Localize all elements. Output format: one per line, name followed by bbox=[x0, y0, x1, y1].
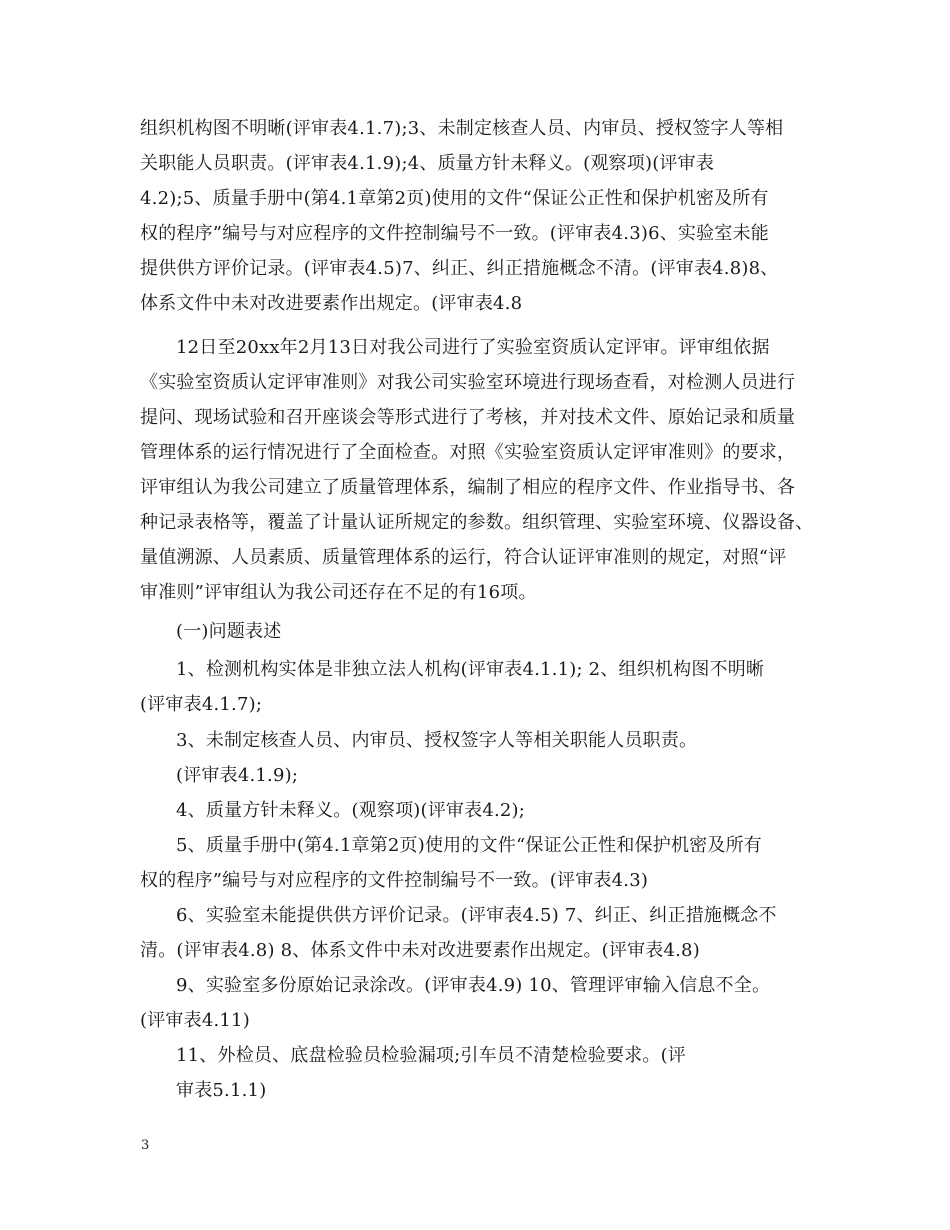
page-number: 3 bbox=[141, 1138, 150, 1153]
list-item: 清。(评审表4.8) 8、体系文件中未对改进要素作出规定。(评审表4.8) bbox=[140, 940, 700, 961]
text-line: 关职能人员职责。(评审表4.1.9);4、质量方针未释义。(观察项)(评审表 bbox=[140, 153, 715, 174]
list-item: 11、外检员、底盘检验员检验漏项;引车员不清楚检验要求。(评 bbox=[176, 1045, 686, 1066]
list-item: (评审表4.1.7); bbox=[140, 694, 263, 715]
list-item: 5、质量手册中(第4.1章第2页)使用的文件“保证公正性和保护机密及所有 bbox=[176, 835, 762, 856]
text-line: 权的程序”编号与对应程序的文件控制编号不一致。(评审表4.3)6、实验室未能 bbox=[140, 223, 769, 244]
text-line: 评审组认为我公司建立了质量管理体系，编制了相应的程序文件、作业指导书、各 bbox=[140, 477, 796, 498]
text-line: 组织机构图不明晰(评审表4.1.7);3、未制定核查人员、内审员、授权签字人等相 bbox=[140, 118, 784, 139]
text-line: 12日至20xx年2月13日对我公司进行了实验室资质认定评审。评审组依据 bbox=[176, 337, 770, 358]
text-line: 审准则”评审组认为我公司还存在不足的有16项。 bbox=[140, 582, 537, 603]
list-item: 6、实验室未能提供供方评价记录。(评审表4.5) 7、纠正、纠正措施概念不 bbox=[176, 905, 777, 926]
list-item: (评审表4.11) bbox=[140, 1010, 250, 1031]
list-item: (评审表4.1.9); bbox=[176, 765, 299, 786]
list-item: 4、质量方针未释义。(观察项)(评审表4.2); bbox=[176, 800, 526, 821]
list-item: 3、未制定核查人员、内审员、授权签字人等相关职能人员职责。 bbox=[176, 730, 698, 751]
text-line: 4.2);5、质量手册中(第4.1章第2页)使用的文件“保证公正性和保护机密及所有 bbox=[140, 188, 769, 209]
section-heading: (一)问题表述 bbox=[176, 621, 282, 642]
list-item: 审表5.1.1) bbox=[176, 1080, 267, 1101]
list-item: 9、实验室多份原始记录涂改。(评审表4.9) 10、管理评审输入信息不全。 bbox=[176, 975, 771, 996]
text-line: 体系文件中未对改进要素作出规定。(评审表4.8 bbox=[140, 293, 523, 314]
text-line: 《实验室资质认定评审准则》对我公司实验室环境进行现场查看，对检测人员进行 bbox=[140, 372, 796, 393]
text-line: 管理体系的运行情况进行了全面检查。对照《实验室资质认定评审准则》的要求， bbox=[140, 442, 796, 463]
text-line: 种记录表格等，覆盖了计量认证所规定的参数。组织管理、实验室环境、仪器设备、 bbox=[140, 512, 814, 533]
list-item: 权的程序”编号与对应程序的文件控制编号不一致。(评审表4.3) bbox=[140, 870, 649, 891]
text-line: 提供供方评价记录。(评审表4.5)7、纠正、纠正措施概念不清。(评审表4.8)8、 bbox=[140, 258, 779, 279]
list-item: 1、检测机构实体是非独立法人机构(评审表4.1.1); 2、组织机构图不明晰 bbox=[176, 659, 765, 680]
text-line: 提问、现场试验和召开座谈会等形式进行了考核，并对技术文件、原始记录和质量 bbox=[140, 407, 796, 428]
text-line: 量值溯源、人员素质、质量管理体系的运行，符合认证评审准则的规定，对照“评 bbox=[140, 547, 787, 568]
